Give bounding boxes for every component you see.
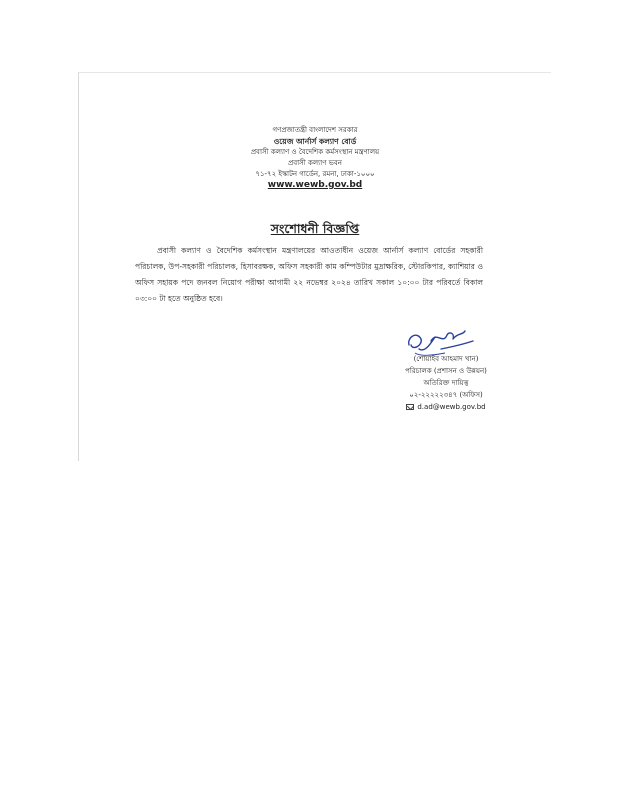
signatory-name: (শোয়াইব আহমাদ খান) bbox=[413, 355, 479, 363]
notice-title-text: সংশোধনী বিজ্ঞপ্তি bbox=[270, 221, 360, 236]
website-link[interactable]: www.wewb.gov.bd bbox=[267, 180, 363, 190]
signatory-block bbox=[371, 353, 521, 414]
address: ৭১-৭২ ইস্কাটন গার্ডেন, রমনা, ঢাকা-১০০০ bbox=[255, 170, 375, 178]
signatory-email[interactable]: d.ad@wewb.gov.bd bbox=[417, 403, 486, 411]
ministry-name: প্রবাসী কল্যাণ ও বৈদেশিক কর্মসংস্থান মন্ত্রণালয় bbox=[250, 148, 380, 156]
board-name: ওয়েজ আর্নার্স কল্যাণ বোর্ড bbox=[273, 137, 357, 146]
letterhead bbox=[79, 125, 551, 191]
building-name: প্রবাসী কল্যাণ ভবন bbox=[288, 159, 342, 167]
signatory-charge: অতিরিক্ত দায়িত্ব bbox=[423, 379, 469, 387]
signatory-phone: ০২-২২২২২৩৪৭ (অফিস) bbox=[409, 391, 483, 399]
notice-page bbox=[78, 72, 551, 461]
notice-body: প্রবাসী কল্যাণ ও বৈদেশিক কর্মসংস্থান মন্ত্রণালয়ের আওতাধীন ওয়েজ আর্নার্স কল্যাণ বোর্ডের সহকারী পরিচালক, উপ-সহকারী পরিচালক, হিসাবরক্ষক, অফিস সহকারী কাম কম্পিউটার মুদ্রাক্ষরিক, স্টোরকিপার, ক্যাশিয়ার ও অফিস সহায়ক পদে জনবল নিয়োগ পরীক্ষা আগামী ২২ নভেম্বর ২০২৪ তারিখ সকাল ১০:০০ টার পরিবর্তে বিকাল ০৩:০০ টা হতে অনুষ্ঠিত হবে। bbox=[135, 246, 483, 303]
signatory-designation: পরিচালক (প্রশাসন ও উন্নয়ন) bbox=[405, 367, 487, 375]
govt-name: গণপ্রজাতন্ত্রী বাংলাদেশ সরকার bbox=[272, 126, 358, 134]
signatory-email-row bbox=[406, 401, 485, 413]
envelope-icon bbox=[406, 404, 414, 410]
notice-title bbox=[79, 221, 551, 241]
